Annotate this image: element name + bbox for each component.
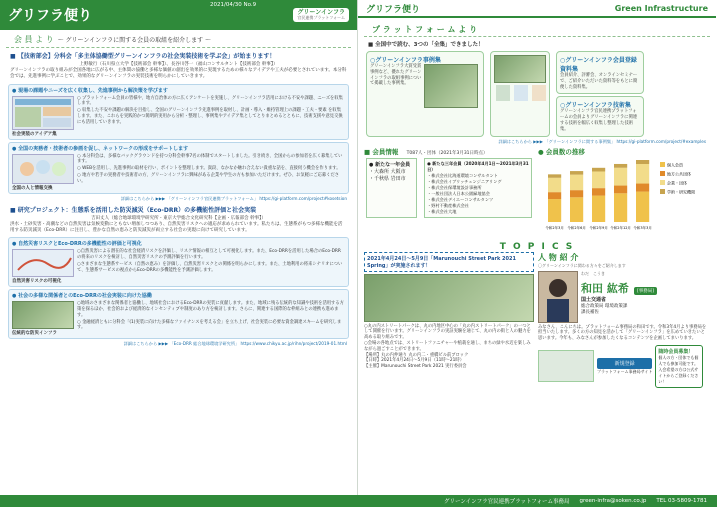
topics-article: 2021年4月24日～5月9日「Marunouchi Street Park 2021 Spring」が実施されます！ ○丸の内ストリートパークは、丸の内地区中心の「丸の内ストリートパーク」の一つとして開催を行います。グリーンインフラの実証実験を通じて、丸の内の街と人の魅力を高める取り組みです。 ○会場の各地点では、ストリートファニチャーや植栽を通し、まちの緑や水辺を楽しみながら過ごすことができます。 【場所】丸の内仲通り 丸の内二・重橋ビル前ブロック 【日時】2021年4月24日～5月9日（11時～21時） 【主催】Marunouchi Street Park 2021 実行委員会 — [364, 252, 534, 388]
newsletter-brand-right: グリフラ便り — [366, 4, 421, 15]
right-page — [358, 0, 716, 507]
footer-bar — [0, 495, 717, 507]
collections-cards — [358, 49, 716, 139]
issue-number: 2021/04/30 No.9 — [210, 2, 257, 8]
article2-author: 吉田丈人（総合地球環境学研究所・東京大学総合文化研究科【企画・広報部会 幹事】） — [91, 215, 266, 221]
bar-segment — [636, 183, 649, 191]
new-personal-members: ● 新たな一年会員 ・大森所 大阪市 ・千秋県 岩田市 — [366, 158, 417, 218]
new-corp-members: ● 新たな三年会員（2020年4月1日〜2021年3月31日） ・株式会社比海道環境コンサルタント ・株式会社イブリッチェンジニアリング ・株式会社保環境設計事務所 ・一般社団法人日本公園緑地協会 ・株式会社デイエーコンサルタンツ ・野村不動産株式会社 ・株式会社大地 — [424, 158, 532, 218]
recruitment-box: 随時会員募集！ 個人の方・団体でも個人でも参加可能です。入会希望の方は公式サイトからご登録ください！ — [655, 345, 703, 388]
members-area: ■ 会員情報 T087人・団体（2021年3月31日時点） ● 新たな一年会員 ・大森所 大阪市 ・千秋県 岩田市 ● 新たな三年会員（2020年4月1日〜2021年3月31日） ・株式会社比海道環境コンサルタント ・株式会社イブリッチェンジニアリング ・株式会社保環境設計事務所 ・一般社団法人日本公園緑地協会 ・株式会社デイエーコンサルタンツ ・野村不動産株式会社 ・株式会社大地 ● 会員数の推移 令和2年3月 令和2年6月 令和2年9月 令和2年12月 令和3年3月 個人会員 地方公共団体 企業・団体 学術・研究機関 — [358, 147, 716, 240]
bar-segment — [548, 177, 561, 191]
article2-heading: ■ 研究プロジェクト：生態系を活用した防災減災（Eco-DRR）の多機能性評価と社会実装 — [10, 206, 257, 214]
bar-segment — [548, 174, 561, 177]
footer-org: グリーンインフラ官民連携プラットフォーム事務局 — [443, 499, 570, 505]
risk-map-image — [12, 249, 74, 277]
legend-swatch — [660, 162, 665, 167]
bar-segment — [592, 188, 605, 195]
legend-swatch — [660, 180, 665, 185]
bar-segment — [570, 171, 583, 175]
article1-text: グリーンインフラの取り組みが全国各地に広がる中、主体間の協働と多様な価値の創出を効果的に実現するための様々なアイデアや工夫が必要とされています。本分科会では、先進事例に学ぶことで、効果的なグリーンインフラの実装技術を明らかにしていきます。 — [10, 68, 347, 80]
x-tick-label: 令和3年3月 — [633, 225, 652, 230]
platform-logo: グリーンインフラ 官民連携プラットフォーム — [293, 8, 349, 23]
legend-label: 個人会員 — [667, 162, 683, 168]
x-tick-label: 令和2年3月 — [545, 225, 564, 230]
bar-segment — [548, 192, 561, 199]
platform-site-thumbnail — [538, 350, 594, 382]
case-study-photo — [424, 64, 478, 108]
article1-heading: ■ 【技術部会】分科会「多主体協働型グリーンインフラの社会実装技術を学ぶ会」が始まります！ — [10, 53, 276, 60]
left-header — [0, 0, 357, 30]
x-tick-label: 令和2年6月 — [567, 225, 586, 230]
card-member-docs[interactable] — [490, 51, 550, 137]
street-park-photo — [364, 274, 534, 322]
bar-segment — [570, 174, 583, 190]
footer-email[interactable]: green-infra@soken.co.jp — [579, 498, 647, 504]
bar-segment — [614, 167, 627, 185]
right-header — [358, 0, 716, 18]
bar-segment — [636, 191, 649, 221]
bar-segment — [570, 190, 583, 197]
network-link[interactable]: 詳細はこちらから ▶▶▶ 「グリーンインフラ官民連携プラットフォーム」 https://gi-platform.com/project#kosetsion — [120, 195, 347, 201]
article1-author: 上野敏行（石川県立大学【技術部会 幹事】）、長谷川啓一（福山コンサルタント【技術部会 幹事】） — [79, 62, 278, 67]
member-count-chart — [538, 156, 706, 236]
bar-segment — [636, 164, 649, 184]
member-chart-panel: ● 会員数の推移 令和2年3月 令和2年6月 令和2年9月 令和2年12月 令和3年3月 個人会員 地方公共団体 企業・団体 学術・研究機関 — [538, 147, 708, 240]
box-eco-drr: ● 自然災害リスクとEco-DRRの多機能性の評価と可視化 自然災害リスクの可視化 ○自然災害による潜在的な社会経済リスクを評価し、リスク情報の相互として可視化します。また、Eco-DRRを活用した場合のEco-DRRの将来のリスクを検討し、自然災害リスクの予測評価を行います。 ○さまざまな生態系サービス（自然の恵み）を評価し、自然災害リスクとの関係を明らかにします。また、土地利用の将来シナリオについて、生態系サービスの視点からEco-DRRの多機能性を予測評価します。 — [8, 237, 349, 287]
profile-photo — [538, 271, 578, 323]
box-needs: ● 現場の課題やニーズを広く収集し、先進事例から解決策を学びます 社会実装のアイデア集 ○ プラットフォーム会員の皆様や、地方自治体の方に広くアンケートを実施し、グリーンインフラ活用における不安や課題、ニーズを収集します。 ○ 収集した不安や課題の解決を目指し、全国のグリーンインフラ先進事例を取材し、計画・導入・維持管理上の課題・工夫・要素 を収集します。また、これらを実践的かつ簡明的実用から分析・整理し、事例集やアイデア集としてとりまとめるとともに、技術支援や意見交換にも活用していきます。 — [8, 84, 349, 140]
topics-title: T O P I C S — [499, 241, 575, 252]
legend-swatch — [660, 189, 665, 194]
card-member-docs-info: ○グリーンインフラ会員登録資料集 会員紹介、評審会、オンラインセミナーで、ご紹介いただいた資料等をもとに簡便した資料集。 — [556, 51, 644, 94]
x-tick-label: 令和2年9月 — [589, 225, 608, 230]
members-section-title: 会 員 よ り ～ グリーンインフラに関する会員の取組を紹介します ～ — [6, 30, 351, 48]
article2-text: 洪水・土砂災害・高潮などの自然災害は気候変動にともない増加しつつあり、自然災害リスクへの適応が求められています。私たちは、生態系がもつ多様な機能を活用する防災減災（Eco-DRR）に注目し、豊かな自然の恵みと防災減災が両立する社会の実現に向けて研究しています。 — [10, 221, 343, 233]
platform-section-title: プ ラ ッ ト フ ォ ー ム よ り — [364, 20, 710, 37]
box-collaboration: ● 社会の多様な関係者とのEco-DRRの社会実装に向けた協働 伝統的な防災インフラ ○地域のさまざまな関係者と協働し、地域社会におけるEco-DRRの実装に貢献します。また、地域に残る伝統的な知識や技術を活用する方策を探るほか、社会的および経済的なインセンティブや制度のあり方を検討します。さらに、関連する国際的な枠組みとの連携も進めます。 ○ 金融経済ともに分科会「(1)実装に向けた多様なファイナンスを考える会」を立ち上げ、社会実装に必要な資金調達スキームを研究します。 — [8, 289, 349, 339]
footer-tel: TEL 03-5809-1781 — [656, 498, 707, 504]
bar-segment — [592, 167, 605, 171]
collections-link[interactable]: 詳細はこちらから ▶▶▶ 「グリーンインフラに関する事例集」 https://gi-platform.com/project/#examples — [498, 138, 706, 144]
bar-segment — [614, 164, 627, 168]
x-tick-label: 令和2年12月 — [610, 225, 631, 230]
brand-english: Green Infrastructure — [614, 3, 708, 13]
bar-segment — [570, 197, 583, 222]
bar-segment — [614, 193, 627, 222]
newsletter-brand: グリフラ便り — [8, 8, 92, 24]
traditional-infra-photo — [12, 301, 74, 329]
network-illustration — [12, 154, 74, 184]
collections-subtitle: ■ 全国中で読む、3つの「全集」できました！ — [368, 42, 484, 48]
register-button[interactable]: 新規登録 — [597, 358, 652, 369]
legend-label: 企業・団体 — [667, 180, 687, 186]
legend-swatch — [660, 171, 665, 176]
idea-collection-image — [12, 96, 74, 130]
bar-segment — [592, 171, 605, 188]
bar-segment — [636, 160, 649, 164]
box-network: ● 全国の実務者・技術者の参画を促し、ネットワークの形成をサポートします 全国の人と情報交換 ○ 本分科会は、多様なバックグラウンドを持つ分科会幹事7名の体制でスタートしました。引き続き、全国からの参加者を広く募集しています。 ○ WEBを活用し、先進事例の取材を行い、ポイントを整理します。貴段、なかなか触れ合えない貴重な話を、直接伺う機会を作ります。 ○ 地方や若手の実務者や技術者の方、グリーンインフラに興味がある企業や学生の方も参加いただけます。ぜひ、お気軽にご応募ください。 — [8, 142, 349, 194]
bar-segment — [548, 199, 561, 222]
left-page — [0, 0, 358, 507]
legend-label: 学術・研究機関 — [667, 189, 695, 195]
member-docs-photo — [494, 55, 546, 83]
bar-segment — [592, 195, 605, 221]
legend-label: 地方公共団体 — [667, 171, 691, 177]
eco-drr-link[interactable]: 詳細はこちらから ▶▶▶ 「Eco-DRR 総合地球環境学研究所」 https://www.chikyu.ac.jp/rihn/project/2019-01.html — [123, 341, 347, 347]
card-technologies[interactable]: ○グリーンインフラ技術集 グリーンインフラ官民連携プラットフォームの会員よりグリーンインフラに関連する技術を幅広く収集し整理した技術集。 — [556, 96, 644, 136]
topics-and-profile — [358, 252, 716, 388]
card-case-studies[interactable]: ○グリーンインフラ事例集 グリーンインフラ大賞受賞事例など、優れたグリーンインフラの取組事例について掲載した事例集。 — [366, 51, 484, 137]
profile-panel: 人 物 紹 介 〇グリーンインフラに関わる方々をご紹介します わだ こうき 和田 紘希 [事務局] 国土交通省 総合政策局 環境政策課 課長補佐 みなさん、こんにちは。プラットフォーム事務局の和田です。令和3年4月より事務局を担当いたします。多くの方の知見を活かして「グリーンインフラ」を広めていきたいと思います。今年も、みなさんが参加したくなるコンテンツを企画してまいります。 新規登録 プラットフォーム事務局サイト 随時会員募集！ 個人の方・団体でも個人でも参加可能です。入会希望の方は公式サイトからご登録ください！ — [538, 252, 708, 388]
bar-segment — [614, 185, 627, 193]
